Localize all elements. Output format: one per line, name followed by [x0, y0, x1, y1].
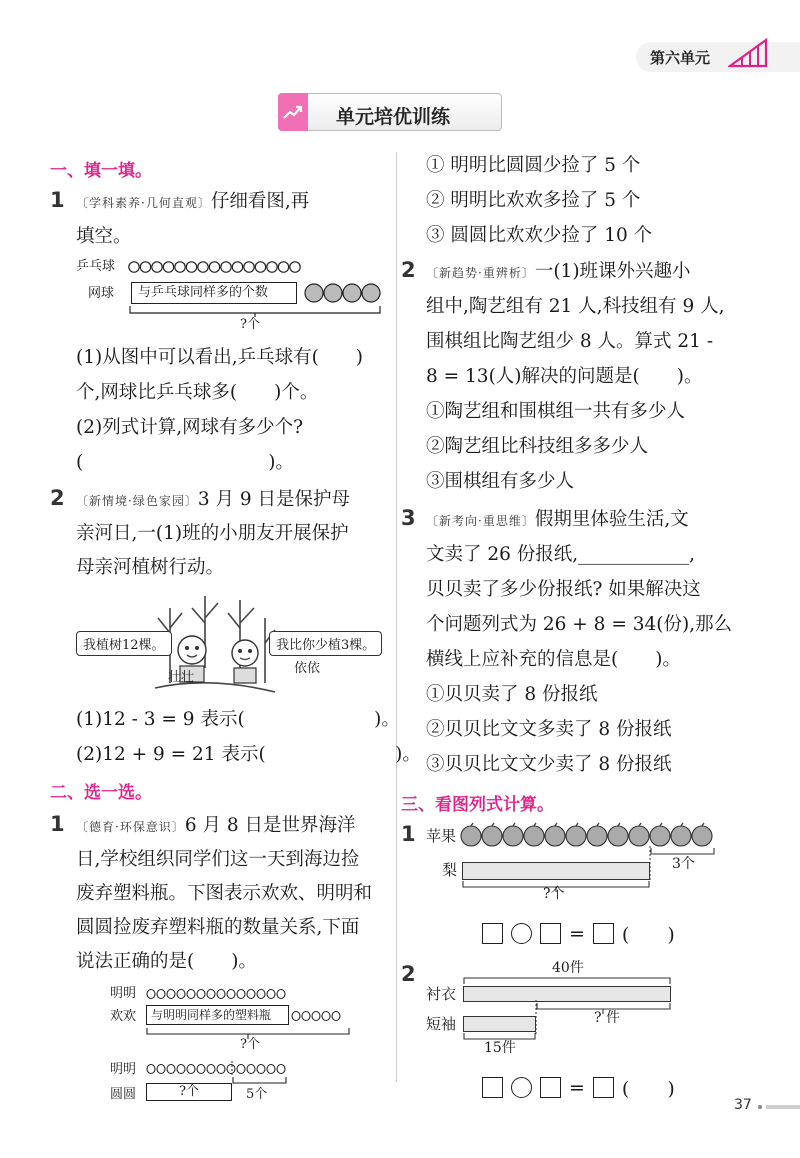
question-text: 〔新情境·绿色家园〕3 月 9 日是保护母: [76, 489, 351, 510]
question-text: 围棋组比陶艺组少 8 人。算式 21 -: [426, 331, 714, 352]
pear-bar: [462, 862, 650, 880]
answer-blank[interactable]: ( )。: [76, 452, 294, 473]
same-count-box: 与乒乓球同样多的个数: [131, 282, 297, 304]
question-tag: 〔德育·环保意识〕: [76, 820, 185, 834]
net-balls: [304, 281, 384, 305]
unit-label: 第六单元: [650, 49, 711, 67]
question-text: (1)12 - 3 = 9 表示( )。: [76, 709, 400, 730]
five-label: 5个: [246, 1087, 268, 1102]
question-tag: 〔新情境·绿色家园〕: [76, 494, 198, 508]
huanhuan-question: ?个: [240, 1037, 260, 1052]
section-picture-heading: 三、看图列式计算。: [401, 795, 554, 815]
question-text: 废弃塑料瓶。下图表示欢欢、明明和: [76, 883, 373, 904]
footer-dot: [758, 1105, 762, 1109]
question-text: 文卖了 26 份报纸,____________,: [426, 544, 696, 565]
unit-blank[interactable]: ( ): [621, 1078, 675, 1100]
question-text: 圆圆捡废弃塑料瓶的数量关系,下面: [76, 917, 360, 938]
mingming-bottles: [146, 986, 366, 1002]
question-number: 1: [50, 188, 65, 212]
page-number: 37: [734, 1097, 752, 1113]
question-text: 母亲河植树行动。: [76, 557, 225, 578]
ruler-icon: [728, 38, 770, 68]
question-number: 2: [50, 486, 65, 510]
tshirt-dashed-line: [534, 1000, 538, 1034]
answer-box[interactable]: [482, 923, 503, 944]
question-text: 亲河日,一(1)班的小朋友开展保护: [76, 523, 349, 544]
question-text: 〔学科素养·几何直观〕仔细看图,再: [76, 191, 310, 212]
equation-row-1: [482, 920, 675, 947]
option-item[interactable]: ②陶艺组比科技组多多少人: [426, 436, 649, 457]
question-text: 横线上应补充的信息是( )。: [426, 649, 681, 670]
question-text: 日,学校组织同学们这一天到海边捡: [76, 849, 360, 870]
speech-bubble-left: 我植树12棵。: [76, 631, 172, 656]
answer-box[interactable]: [593, 1077, 614, 1098]
apple-label: 苹果: [426, 827, 457, 845]
pingpong-label: 乒乓球: [76, 259, 116, 274]
question-number: 1: [50, 812, 65, 836]
question-text: 个,网球比乒乓球多( )个。: [76, 382, 319, 403]
question-text: 〔新考向·重思维〕假期里体验生活,文: [426, 509, 689, 530]
shirt-label: 衬衣: [426, 985, 457, 1003]
question-text: 个问题列式为 26 + 8 = 34(份),那么: [426, 614, 733, 635]
answer-box[interactable]: [540, 923, 561, 944]
option-item[interactable]: ③ 圆圆比欢欢少捡了 10 个: [426, 225, 653, 246]
pingpong-balls: [127, 258, 302, 276]
shirt-bar: [463, 986, 671, 1002]
five-bracket: [232, 1075, 288, 1087]
question-text: 贝贝卖了多少份报纸? 如果解决这: [426, 579, 701, 600]
unit-blank[interactable]: ( ): [621, 924, 675, 946]
column-divider: [396, 152, 397, 1082]
answer-box[interactable]: [482, 1077, 503, 1098]
same-bottle-box: 与明明同样多的塑料瓶: [146, 1005, 289, 1025]
speech-bubble-right: 我比你少植3棵。: [269, 631, 382, 656]
question-number: 3: [401, 506, 416, 530]
section-fill-heading: 一、填一填。: [50, 161, 152, 181]
pear-dashed-line: [648, 846, 652, 882]
question-text: 〔德育·环保意识〕6 月 8 日是世界海洋: [76, 815, 356, 836]
question-text: (2)12 + 9 = 21 表示( )。: [76, 744, 421, 765]
mingming-label: 明明: [110, 986, 137, 1001]
mingming-label-2: 明明: [110, 1062, 137, 1077]
trend-icon: [281, 100, 305, 124]
forty-label: 40件: [552, 960, 584, 976]
question-text: 组中,陶艺组有 21 人,科技组有 9 人,: [426, 296, 725, 317]
shirt-question: ? 件: [594, 1010, 620, 1026]
option-item[interactable]: ①陶艺组和围棋组一共有多少人: [426, 401, 686, 422]
question-text: (1)从图中可以看出,乒乓球有( ): [76, 347, 364, 368]
name-yiyi: 依依: [294, 661, 321, 676]
yuanyuan-bar: ?个: [146, 1083, 232, 1101]
option-item[interactable]: ② 明明比欢欢多捡了 5 个: [426, 190, 641, 211]
page-title: 单元培优训练: [336, 106, 451, 128]
question-text: 〔新趋势·重辨析〕一(1)班课外兴趣小: [426, 261, 691, 282]
option-item[interactable]: ③围棋组有多少人: [426, 471, 575, 492]
question-tag: 〔新考向·重思维〕: [426, 514, 535, 528]
equation-row-2: [482, 1074, 675, 1101]
option-item[interactable]: ①贝贝卖了 8 份报纸: [426, 684, 598, 705]
apple-icons: [460, 822, 716, 848]
answer-box[interactable]: [593, 923, 614, 944]
footer-bar: [766, 1105, 800, 1109]
answer-box[interactable]: [540, 1077, 561, 1098]
question-text: 8 = 13(人)解决的问题是( )。: [426, 366, 703, 387]
option-item[interactable]: ① 明明比圆圆少捡了 5 个: [426, 155, 641, 176]
operator-circle[interactable]: [511, 923, 532, 944]
question-text: (2)列式计算,网球有多少个?: [76, 417, 304, 438]
section-choose-heading: 二、选一选。: [50, 783, 152, 803]
equals-sign: =: [569, 1076, 585, 1099]
pear-question: ?个: [543, 886, 565, 902]
name-zhuangzhuang: 壮壮: [168, 670, 195, 685]
huanhuan-extra-bottles: [291, 1008, 351, 1024]
question-number: 1: [401, 822, 416, 846]
pear-label: 梨: [442, 861, 458, 879]
question-text: 说法正确的是( )。: [76, 951, 257, 972]
yuanyuan-label: 圆圆: [110, 1087, 137, 1102]
forty-brace: [463, 975, 671, 985]
tshirt-label: 短袖: [426, 1015, 457, 1033]
question-tag: 〔学科素养·几何直观〕: [76, 196, 211, 210]
question-tag: 〔新趋势·重辨析〕: [426, 266, 535, 280]
equals-sign: =: [569, 922, 585, 945]
operator-circle[interactable]: [511, 1077, 532, 1098]
three-label: 3个: [672, 856, 695, 872]
huanhuan-label: 欢欢: [110, 1009, 137, 1024]
question-number: 2: [401, 962, 416, 986]
fifteen-label: 15件: [484, 1040, 516, 1056]
question-text: 填空。: [76, 226, 132, 247]
total-brace: [128, 305, 382, 317]
total-question: ?个: [240, 317, 260, 332]
option-item[interactable]: ②贝贝比文文多卖了 8 份报纸: [426, 719, 672, 740]
option-item[interactable]: ③贝贝比文文少卖了 8 份报纸: [426, 754, 672, 775]
question-number: 2: [401, 258, 416, 282]
tshirt-bar: [463, 1016, 536, 1032]
net-ball-label: 网球: [88, 286, 115, 301]
